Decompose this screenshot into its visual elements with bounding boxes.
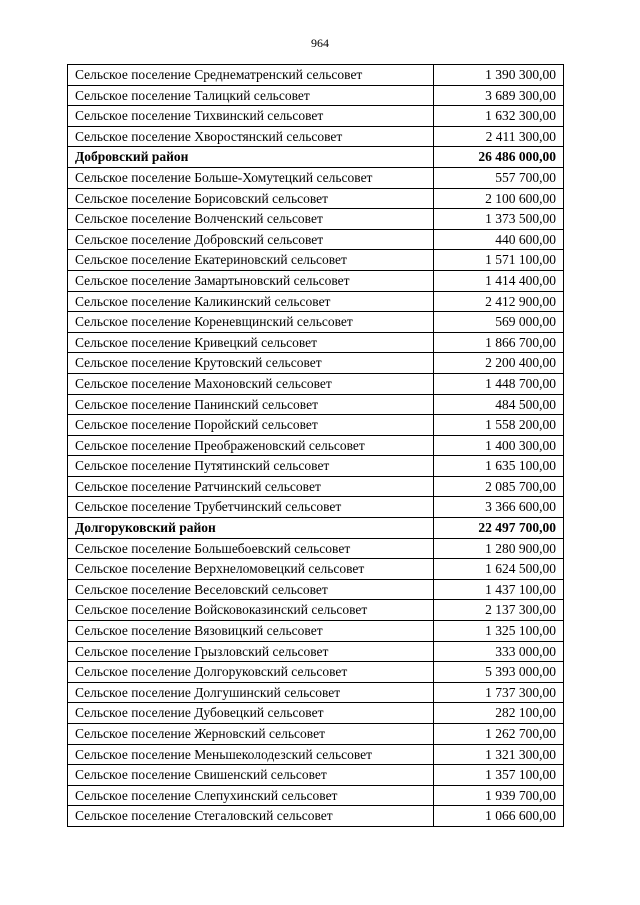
table-row — [68, 126, 564, 147]
table-row — [68, 353, 564, 374]
table-row — [68, 703, 564, 724]
amount-value: 1 262 700,00 — [434, 724, 564, 745]
table-row — [68, 312, 564, 333]
table-row — [68, 662, 564, 683]
amount-value: 2 411 300,00 — [434, 126, 564, 147]
amount-value: 1 939 700,00 — [434, 785, 564, 806]
settlement-name: Сельское поселение Хворостянский сельсовет — [68, 126, 434, 147]
table-row — [68, 682, 564, 703]
amount-value: 1 373 500,00 — [434, 209, 564, 230]
amount-value: 1 737 300,00 — [434, 682, 564, 703]
amount-value: 1 571 100,00 — [434, 250, 564, 271]
settlement-name: Сельское поселение Кореневщинский сельсовет — [68, 312, 434, 333]
amount-value: 1 437 100,00 — [434, 579, 564, 600]
table-row — [68, 291, 564, 312]
amount-value: 1 400 300,00 — [434, 435, 564, 456]
amount-value: 484 500,00 — [434, 394, 564, 415]
table-row — [68, 167, 564, 188]
settlement-name: Сельское поселение Екатериновский сельсовет — [68, 250, 434, 271]
amount-value: 1 624 500,00 — [434, 559, 564, 580]
settlement-name: Сельское поселение Войсковоказинский сельсовет — [68, 600, 434, 621]
table-row — [68, 106, 564, 127]
amount-value: 2 200 400,00 — [434, 353, 564, 374]
amount-value: 1 357 100,00 — [434, 765, 564, 786]
settlement-name: Сельское поселение Замартыновский сельсовет — [68, 270, 434, 291]
amount-value: 282 100,00 — [434, 703, 564, 724]
table-row — [68, 641, 564, 662]
table-row — [68, 579, 564, 600]
table-row — [68, 538, 564, 559]
table-row — [68, 559, 564, 580]
amount-value: 2 085 700,00 — [434, 476, 564, 497]
settlement-name: Сельское поселение Долгушинский сельсовет — [68, 682, 434, 703]
budget-table — [67, 64, 564, 827]
settlement-name: Сельское поселение Борисовский сельсовет — [68, 188, 434, 209]
table-row — [68, 373, 564, 394]
amount-value: 2 412 900,00 — [434, 291, 564, 312]
amount-value: 2 100 600,00 — [434, 188, 564, 209]
settlement-name: Сельское поселение Веселовский сельсовет — [68, 579, 434, 600]
amount-value: 333 000,00 — [434, 641, 564, 662]
amount-value: 1 635 100,00 — [434, 456, 564, 477]
table-row — [68, 65, 564, 86]
amount-value: 1 632 300,00 — [434, 106, 564, 127]
table-row — [68, 744, 564, 765]
settlement-name: Сельское поселение Большебоевский сельсовет — [68, 538, 434, 559]
settlement-name: Сельское поселение Долгоруковский сельсовет — [68, 662, 434, 683]
table-row — [68, 621, 564, 642]
settlement-name: Сельское поселение Трубетчинский сельсовет — [68, 497, 434, 518]
settlement-name: Сельское поселение Слепухинский сельсовет — [68, 785, 434, 806]
table-row — [68, 724, 564, 745]
amount-value: 1 066 600,00 — [434, 806, 564, 827]
table-body — [68, 65, 564, 827]
amount-value: 3 689 300,00 — [434, 85, 564, 106]
settlement-name: Сельское поселение Стегаловский сельсовет — [68, 806, 434, 827]
settlement-name: Сельское поселение Волченский сельсовет — [68, 209, 434, 230]
district-row — [68, 147, 564, 168]
amount-value: 3 366 600,00 — [434, 497, 564, 518]
settlement-name: Сельское поселение Панинский сельсовет — [68, 394, 434, 415]
settlement-name: Сельское поселение Верхнеломовецкий сельсовет — [68, 559, 434, 580]
amount-value: 1 448 700,00 — [434, 373, 564, 394]
amount-value: 5 393 000,00 — [434, 662, 564, 683]
table-row — [68, 600, 564, 621]
amount-value: 557 700,00 — [434, 167, 564, 188]
amount-value: 440 600,00 — [434, 229, 564, 250]
table-row — [68, 435, 564, 456]
amount-value: 569 000,00 — [434, 312, 564, 333]
settlement-name: Сельское поселение Каликинский сельсовет — [68, 291, 434, 312]
page-number: 964 — [311, 36, 329, 50]
amount-value: 1 325 100,00 — [434, 621, 564, 642]
table-row — [68, 497, 564, 518]
table-row — [68, 270, 564, 291]
settlement-name: Сельское поселение Крутовский сельсовет — [68, 353, 434, 374]
table-row — [68, 229, 564, 250]
table-row — [68, 188, 564, 209]
amount-value: 2 137 300,00 — [434, 600, 564, 621]
settlement-name: Добровский район — [68, 147, 434, 168]
settlement-name: Сельское поселение Тихвинский сельсовет — [68, 106, 434, 127]
table-row — [68, 785, 564, 806]
amount-value: 1 866 700,00 — [434, 332, 564, 353]
settlement-name: Сельское поселение Дубовецкий сельсовет — [68, 703, 434, 724]
district-row — [68, 518, 564, 539]
table-row — [68, 209, 564, 230]
table-row — [68, 332, 564, 353]
settlement-name: Сельское поселение Больше-Хомутецкий сельсовет — [68, 167, 434, 188]
settlement-name: Долгоруковский район — [68, 518, 434, 539]
amount-value: 1 558 200,00 — [434, 415, 564, 436]
table-row — [68, 415, 564, 436]
settlement-name: Сельское поселение Вязовицкий сельсовет — [68, 621, 434, 642]
settlement-name: Сельское поселение Меньшеколодезский сельсовет — [68, 744, 434, 765]
settlement-name: Сельское поселение Грызловский сельсовет — [68, 641, 434, 662]
settlement-name: Сельское поселение Ратчинский сельсовет — [68, 476, 434, 497]
table-row — [68, 765, 564, 786]
amount-value: 1 390 300,00 — [434, 65, 564, 86]
table-row — [68, 456, 564, 477]
amount-value: 1 321 300,00 — [434, 744, 564, 765]
table-row — [68, 806, 564, 827]
table-row — [68, 85, 564, 106]
settlement-name: Сельское поселение Свишенский сельсовет — [68, 765, 434, 786]
table-row — [68, 250, 564, 271]
settlement-name: Сельское поселение Кривецкий сельсовет — [68, 332, 434, 353]
amount-value: 26 486 000,00 — [434, 147, 564, 168]
table-row — [68, 394, 564, 415]
amount-value: 22 497 700,00 — [434, 518, 564, 539]
settlement-name: Сельское поселение Махоновский сельсовет — [68, 373, 434, 394]
settlement-name: Сельское поселение Среднематренский сельсовет — [68, 65, 434, 86]
amount-value: 1 414 400,00 — [434, 270, 564, 291]
table-row — [68, 476, 564, 497]
settlement-name: Сельское поселение Жерновский сельсовет — [68, 724, 434, 745]
amount-value: 1 280 900,00 — [434, 538, 564, 559]
settlement-name: Сельское поселение Добровский сельсовет — [68, 229, 434, 250]
settlement-name: Сельское поселение Путятинский сельсовет — [68, 456, 434, 477]
settlement-name: Сельское поселение Преображеновский сельсовет — [68, 435, 434, 456]
settlement-name: Сельское поселение Талицкий сельсовет — [68, 85, 434, 106]
settlement-name: Сельское поселение Поройский сельсовет — [68, 415, 434, 436]
